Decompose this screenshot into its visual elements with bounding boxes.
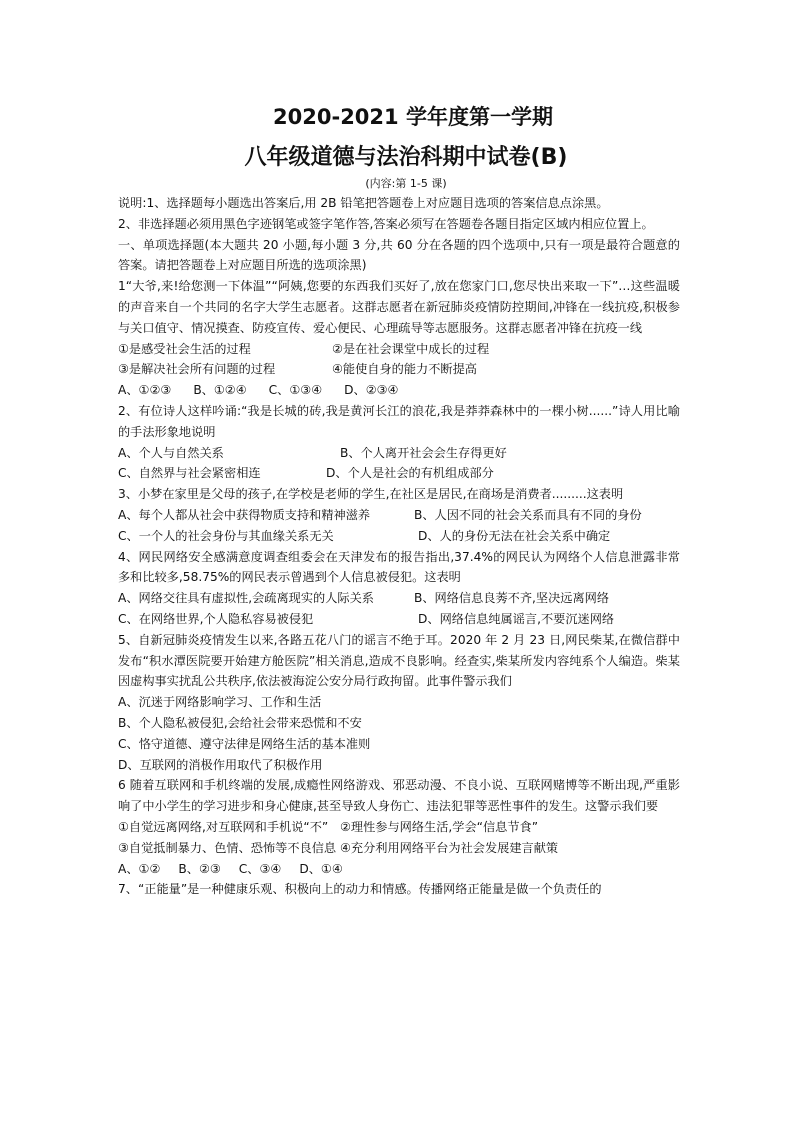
question-1-stem: 1“大爷,来!给您测一下体温”“阿姨,您要的东西我们买好了,放在您家门口,您尽快出来取一下”…这些温暖的声音来自一个共同的名字大学生志愿者。这群志愿者在新冠肺炎疫情防控期间,冲锋在一线抗疫,积极参与关口值守、情况摸查、防疫宣传、爱心便民、心理疏导等志愿服务。这群志愿者冲锋在抗疫一线 xyxy=(118,279,680,335)
option-d: D、网络信息纯属谣言,不要沉迷网络 xyxy=(418,611,615,626)
option-d: D、个人是社会的有机组成部分 xyxy=(326,466,494,481)
question-7-stem: 7、“正能量”是一种健康乐观、积极向上的动力和情感。传播网络正能量是做一个负责任的 xyxy=(118,882,602,897)
option-b: B、②③ xyxy=(178,861,221,876)
option-c: C、一个人的社会身份与其血缘关系无关 xyxy=(118,528,334,543)
exam-title-year: 2020-2021 学年度第一学期 xyxy=(273,105,553,129)
option-d: D、互联网的消极作用取代了积极作用 xyxy=(118,757,323,772)
option-b: B、个人隐私被侵犯,会给社会带来恐慌和不安 xyxy=(118,715,362,730)
exam-body xyxy=(118,193,680,900)
option-b: B、①②④ xyxy=(193,383,247,398)
exam-page xyxy=(118,102,680,900)
option-c: C、恪守道德、遵守法律是网络生活的基本准则 xyxy=(118,736,371,751)
question-4-options-row2 xyxy=(118,609,680,630)
option-a: A、①② xyxy=(118,861,161,876)
question-2-stem: 2、有位诗人这样吟诵:“我是长城的砖,我是黄河长江的浪花,我是莽莽森林中的一棵小树......”诗人用比喻的手法形象地说明 xyxy=(118,403,680,439)
question-2-options-row1 xyxy=(118,443,680,464)
statement: ①自觉远离网络,对互联网和手机说“不” xyxy=(118,819,329,834)
question-6-options xyxy=(118,859,680,880)
statement: ①是感受社会生活的过程 xyxy=(118,341,251,356)
option-a: A、个人与自然关系 xyxy=(118,445,224,460)
question-6-statements-row2 xyxy=(118,838,680,859)
question-3-options-row1 xyxy=(118,505,680,526)
statement: ②是在社会课堂中成长的过程 xyxy=(332,341,490,356)
statement: ③自觉抵制暴力、色情、恐怖等不良信息 xyxy=(118,840,337,855)
question-2-options-row2 xyxy=(118,463,680,484)
question-6-statements-row1 xyxy=(118,817,680,838)
question-1-statements-row1 xyxy=(118,339,680,360)
exam-title-main: 八年级道德与法治科期中试卷(B) xyxy=(244,145,568,170)
question-4-options-row1 xyxy=(118,588,680,609)
option-c: C、在网络世界,个人隐私容易被侵犯 xyxy=(118,611,314,626)
question-3-options-row2 xyxy=(118,526,680,547)
exam-scope: (内容:第 1-5 课) xyxy=(365,177,447,190)
option-a: A、①②③ xyxy=(118,383,172,398)
statement: ④能使自身的能力不断提高 xyxy=(332,362,477,377)
question-1-statements-row2 xyxy=(118,359,680,380)
question-4-stem: 4、网民网络安全感满意度调查组委会在天津发布的报告指出,37.4%的网民认为网络个人信息泄露非常多和比较多,58.75%的网民表示曾遇到个人信息被侵犯。这表明 xyxy=(118,549,680,585)
instruction-1: 说明:1、选择题每小题选出答案后,用 2B 铅笔把答题卷上对应题目选项的答案信息点涂黑。 xyxy=(118,196,609,210)
option-b: B、网络信息良莠不齐,坚决远离网络 xyxy=(414,591,610,606)
option-c: C、自然界与社会紧密相连 xyxy=(118,466,261,481)
question-6-stem: 6 随着互联网和手机终端的发展,成瘾性网络游戏、邪恶动漫、不良小说、互联网赌博等不断出现,严重影响了中小学生的学习进步和身心健康,甚至导致人身伤亡、违法犯罪等恶性事件的发生。这警示我们要 xyxy=(118,778,680,814)
statement: ④充分利用网络平台为社会发展建言献策 xyxy=(340,840,559,855)
option-c: C、①③④ xyxy=(268,383,323,398)
option-a: A、每个人都从社会中获得物质支持和精神滋养 xyxy=(118,507,371,522)
statement: ②理性参与网络生活,学会“信息节食” xyxy=(340,819,539,834)
question-3-stem: 3、小梦在家里是父母的孩子,在学校是老师的学生,在社区是居民,在商场是消费者.........这表明 xyxy=(118,487,624,502)
section-heading: 一、单项选择题(本大题共 20 小题,每小题 3 分,共 60 分在各题的四个选项中,只有一项是最符合题意的答案。请把答题卷上对应题目所选的选项涂黑) xyxy=(118,237,680,273)
option-c: C、③④ xyxy=(238,861,282,876)
instruction-2: 2、非选择题必须用黑色字迹钢笔或签字笔作答,答案必须写在答题卷各题目指定区域内相应位置上。 xyxy=(118,216,654,231)
question-5-stem: 5、自新冠肺炎疫情发生以来,各路五花八门的谣言不绝于耳。2020 年 2 月 23 日,网民柴某,在微信群中发布“积水潭医院要开始建方舱医院”相关消息,造成不良影响。经查实,柴某所发内容纯系个人编造。柴某因虚构事实扰乱公共秩序,依法被海淀公安分局行政拘留。此事件警示我们 xyxy=(118,632,680,689)
option-d: D、②③④ xyxy=(344,383,399,398)
option-d: D、①④ xyxy=(299,861,343,876)
option-b: B、个人离开社会会生存得更好 xyxy=(340,445,507,460)
option-a: A、网络交往具有虚拟性,会疏离现实的人际关系 xyxy=(118,591,374,606)
question-1-options xyxy=(118,380,680,401)
option-d: D、人的身份无法在社会关系中确定 xyxy=(418,528,611,543)
option-b: B、人因不同的社会关系而具有不同的身份 xyxy=(414,507,642,522)
option-a: A、沉迷于网络影响学习、工作和生活 xyxy=(118,695,322,710)
statement: ③是解决社会所有问题的过程 xyxy=(118,362,276,377)
